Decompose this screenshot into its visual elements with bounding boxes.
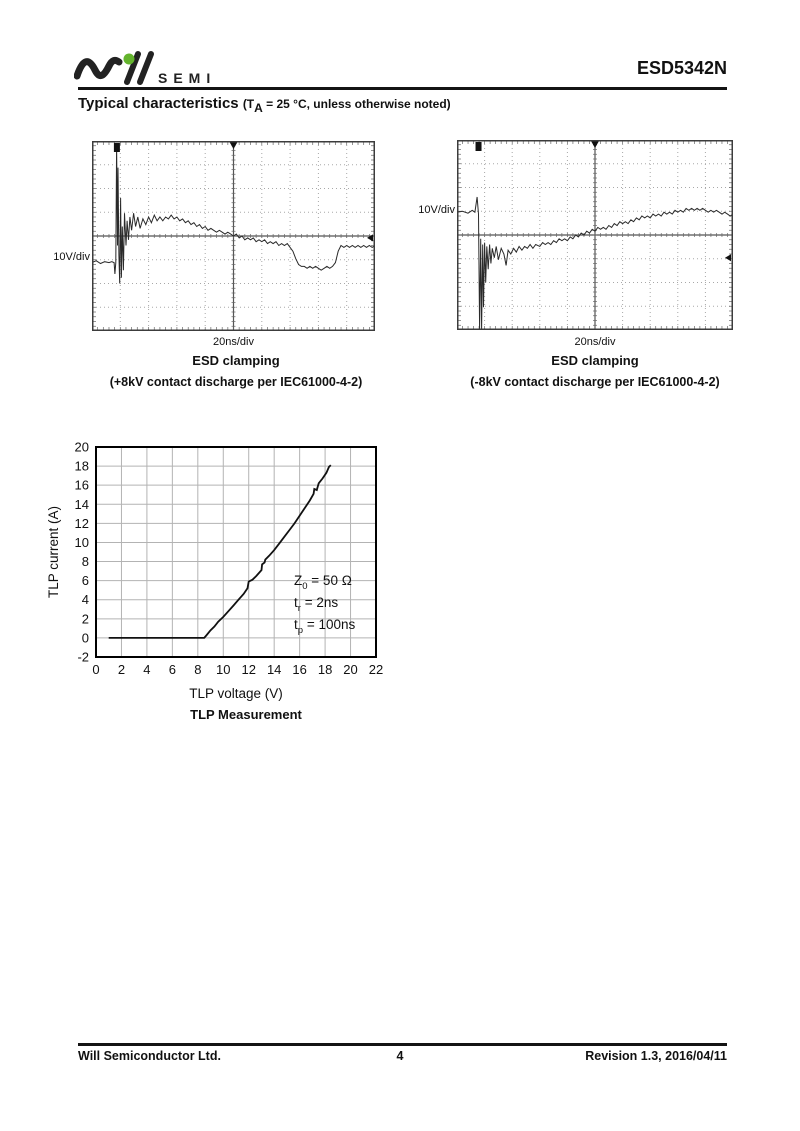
trigger-position-icon	[591, 141, 599, 148]
svg-text:6: 6	[81, 573, 89, 589]
time-per-div-label: 20ns/div	[574, 336, 616, 348]
svg-text:tr = 2ns: $t_r = 2ns$	[294, 595, 339, 614]
svg-text:8: 8	[194, 662, 202, 677]
svg-text:tp = 100ns: $t_p = 100ns$	[294, 617, 356, 636]
part-number: ESD5342N	[636, 58, 727, 78]
svg-text:18: 18	[317, 662, 333, 677]
svg-text:14: 14	[266, 662, 282, 677]
tlp-xlabel: TLP voltage (V)	[189, 686, 283, 701]
tlp-chart-caption: TLP Measurement	[190, 707, 302, 722]
oscilloscope-plot-positive	[92, 141, 375, 331]
volts-per-div-label: 10V/div	[53, 251, 90, 263]
svg-text:0: 0	[92, 662, 100, 677]
scope-caption: ESD clamping	[551, 353, 639, 368]
trigger-marker-icon	[476, 142, 482, 151]
svg-text:2: 2	[117, 662, 126, 677]
brand-name: SEMI	[158, 70, 217, 86]
svg-text:16: 16	[292, 662, 307, 677]
logo-green-dot-icon	[124, 54, 135, 65]
oscilloscope-plot-negative	[457, 140, 733, 330]
footer-revision: Revision 1.3, 2016/04/11	[585, 1049, 727, 1063]
footer-company: Will Semiconductor Ltd.	[78, 1049, 221, 1063]
scope-subcaption: (+8kV contact discharge per IEC61000-4-2)	[109, 375, 363, 389]
svg-text:16: 16	[74, 477, 89, 493]
svg-text:10: 10	[74, 534, 89, 550]
svg-text:0: 0	[81, 630, 89, 646]
time-per-div-label: 20ns/div	[213, 336, 254, 348]
scope-figure-negative	[405, 135, 785, 397]
svg-text:20: 20	[343, 662, 358, 677]
trigger-position-icon	[230, 142, 238, 149]
condition-prefix: (T	[242, 97, 255, 111]
logo-wave-mark	[77, 60, 119, 76]
svg-text:14: 14	[74, 496, 89, 512]
svg-text:Z0 = 50 Ω: $Z_0 = 50$ Ω	[294, 573, 352, 592]
svg-text:4: 4	[143, 662, 151, 677]
tlp-figure	[36, 440, 466, 735]
volts-per-div-label: 10V/div	[418, 204, 455, 216]
svg-text:12: 12	[241, 662, 256, 677]
footer-rule	[78, 1043, 727, 1046]
condition-text: = 25 °C, unless otherwise noted)	[262, 97, 451, 111]
tlp-annotations	[294, 573, 355, 636]
svg-text:10: 10	[216, 662, 231, 677]
tlp-xtick-labels	[92, 662, 383, 677]
svg-text:12: 12	[74, 515, 89, 531]
will-semi-logo	[74, 46, 156, 90]
trace-level-icon	[725, 254, 731, 261]
svg-text:20: 20	[74, 440, 89, 455]
scope-subcaption: (-8kV contact discharge per IEC61000-4-2)	[470, 375, 720, 389]
svg-text:18: 18	[74, 458, 89, 474]
tlp-ytick-labels	[75, 440, 89, 665]
section-title	[78, 95, 451, 115]
scope-figure-positive	[40, 135, 432, 397]
logo-slash-2	[140, 54, 151, 82]
svg-text:6: 6	[168, 662, 176, 677]
tlp-ylabel: TLP current (A)	[46, 505, 61, 599]
trigger-marker-icon	[114, 143, 120, 152]
svg-text:22: 22	[368, 662, 384, 677]
header-rule	[78, 87, 727, 90]
tlp-chart	[36, 440, 466, 702]
scope-caption: ESD clamping	[192, 353, 280, 368]
condition-subscript: A	[254, 101, 263, 116]
svg-text:2: 2	[81, 611, 89, 627]
svg-text:8: 8	[81, 554, 89, 570]
section-title-main: Typical characteristics	[78, 95, 243, 112]
svg-text:-2: -2	[77, 649, 89, 665]
footer-page-number: 4	[396, 1049, 404, 1063]
svg-text:4: 4	[81, 592, 89, 608]
